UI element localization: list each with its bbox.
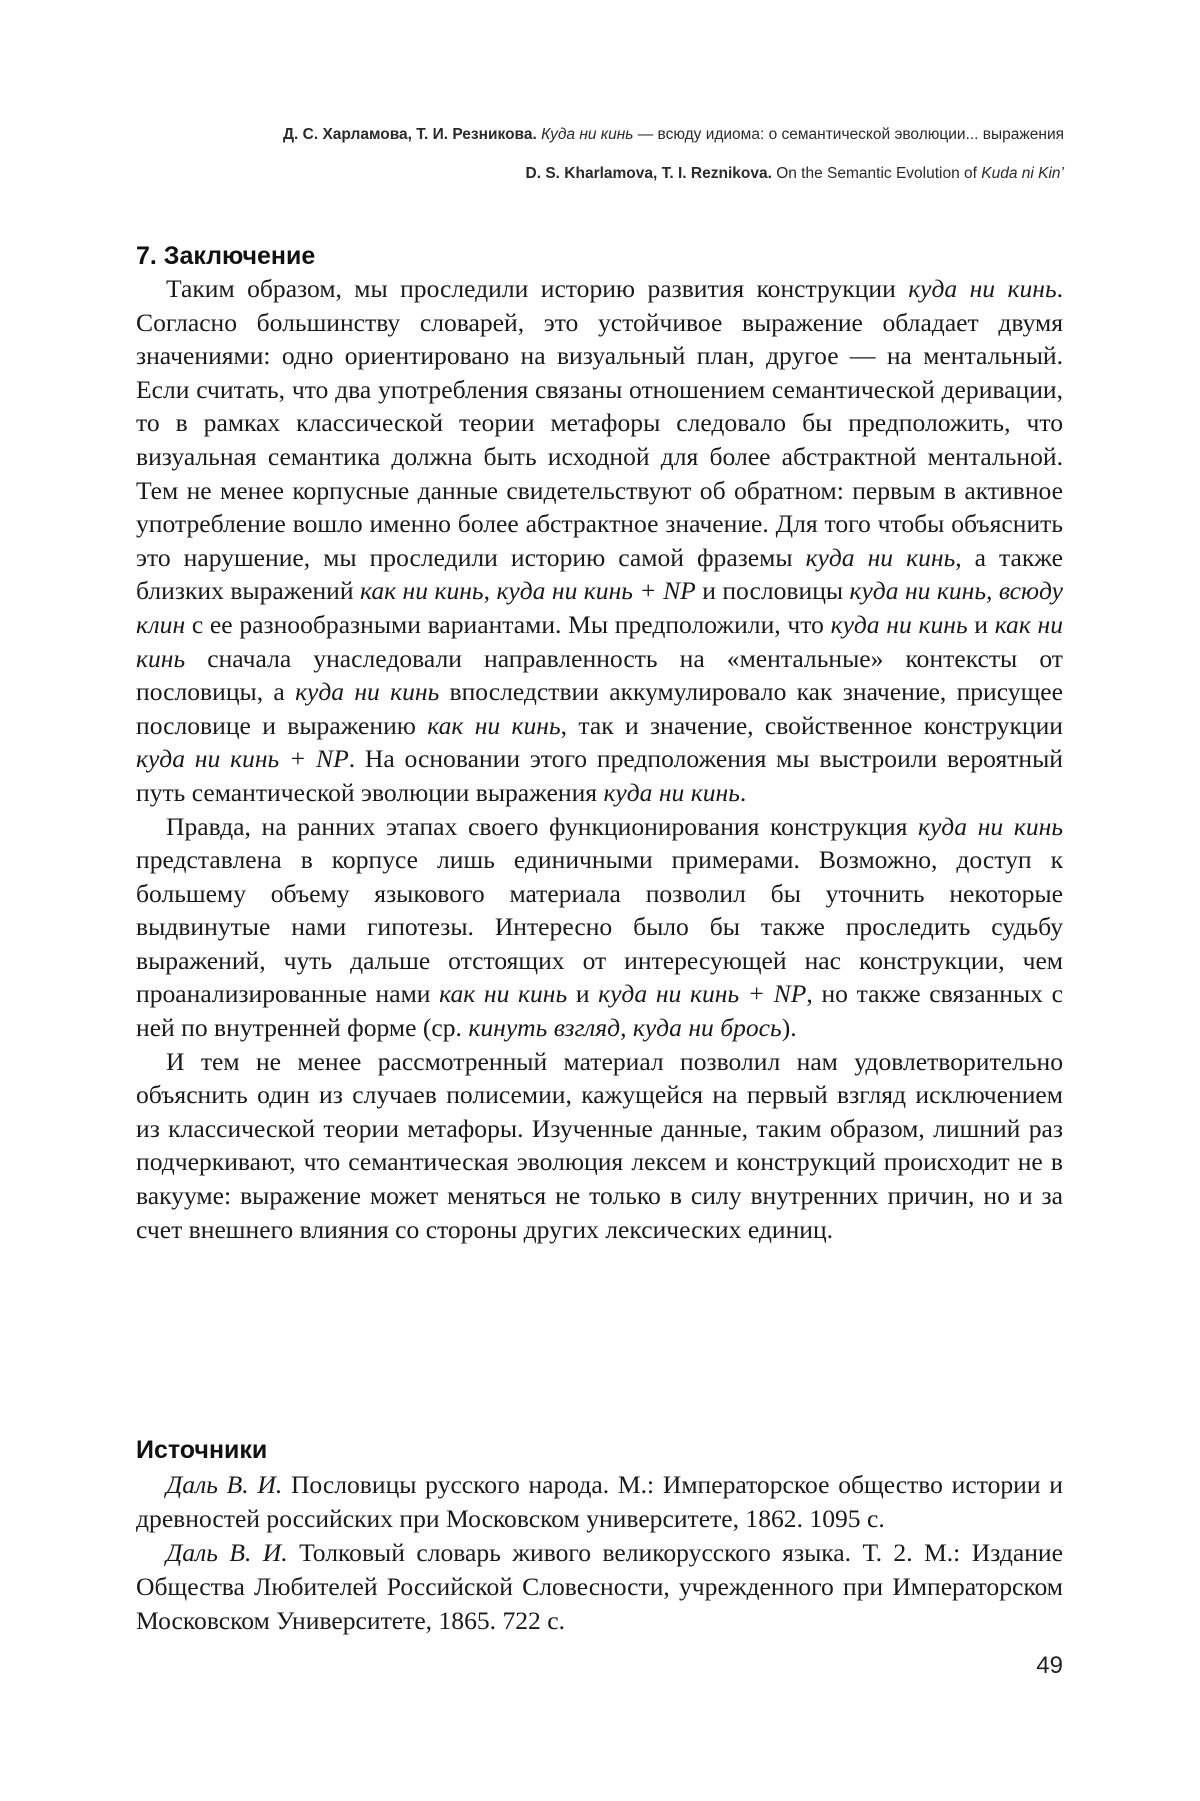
italic-run: Даль В. И. bbox=[166, 1470, 283, 1499]
text-run: и bbox=[567, 979, 599, 1009]
text-run: Правда, на ранних этапах своего функционирования конструкция bbox=[166, 811, 919, 841]
sources-list bbox=[136, 1468, 1063, 1638]
italic-run: куда ни кинь, всюду клин bbox=[136, 576, 1063, 639]
section-heading-conclusion: 7. Заключение bbox=[136, 242, 316, 270]
text-run: и bbox=[967, 609, 995, 639]
text-run: представлена в корпусе лишь единичными примерами. Возможно, доступ к большему объему языкового материала позволил бы уточнить некоторые выдвинутые нами гипотезы. Интересно было бы также проследить судьбу выражений, чуть дальше отстоящих от интересующей нас конструкции, чем проанализированные нами bbox=[136, 845, 1063, 1009]
text-run: сначала унаследовали направленность на «ментальные» контексты от пословицы, а bbox=[136, 643, 1063, 707]
italic-run: как ни кинь bbox=[360, 576, 484, 606]
text-run: . bbox=[739, 777, 747, 807]
running-head-en-authors: D. S. Kharlamova, T. I. Reznikova. bbox=[525, 165, 772, 182]
running-head-ru-authors: Д. С. Харламова, Т. И. Резникова. bbox=[283, 126, 537, 143]
running-head-en-title-italic: Kuda ni Kin’ bbox=[981, 165, 1064, 182]
page-number: 49 bbox=[1036, 1652, 1063, 1679]
text-run: Таким образом, мы проследили историю развития конструкции bbox=[166, 274, 909, 303]
text-run: , bbox=[483, 576, 497, 606]
text-run: Толковый словарь живого великорусского языка. Т. 2. М.: Издание Общества Любителей Российской Словесности, учрежденного при Императорском Московском Университете, 1865. 722 с. bbox=[136, 1538, 1063, 1635]
conclusion-body bbox=[136, 272, 1063, 1246]
italic-run: куда ни кинь bbox=[908, 274, 1057, 303]
text-run: ). bbox=[781, 1013, 797, 1043]
italic-run: куда ни кинь bbox=[603, 777, 740, 807]
italic-run: как ни кинь bbox=[439, 979, 568, 1009]
text-run: с ее разнообразными вариантами. Мы предположили, что bbox=[185, 609, 831, 639]
running-head-en bbox=[526, 165, 1064, 183]
paragraph bbox=[136, 810, 1063, 1045]
running-head-ru-title-italic: Куда ни кинь bbox=[541, 126, 634, 143]
paragraph bbox=[136, 272, 1063, 810]
italic-run: как ни кинь bbox=[136, 609, 1064, 673]
running-head-ru-title-rest: — всюду идиома: о семантической эволюции... выражения bbox=[633, 126, 1064, 143]
italic-run: как ни кинь bbox=[427, 710, 561, 740]
text-run: , но также связанных с ней по внутренней форме (ср. bbox=[136, 979, 1063, 1043]
text-run: и пословицы bbox=[695, 576, 850, 606]
italic-run: кинуть взгляд, куда ни брось bbox=[468, 1013, 782, 1043]
source-entry bbox=[136, 1536, 1063, 1638]
text-run: впоследствии аккумулировало как значение, присущее пословице и выражению bbox=[136, 677, 1063, 740]
text-run: , так и значение, свойственное конструкции bbox=[560, 710, 1063, 740]
italic-run: куда ни кинь bbox=[295, 677, 440, 707]
italic-run: куда ни кинь + NP bbox=[136, 744, 349, 774]
source-entry bbox=[136, 1468, 1063, 1536]
paragraph bbox=[136, 1045, 1063, 1247]
italic-run: куда ни кинь + NP bbox=[496, 576, 696, 606]
text-run: Пословицы русского народа. М.: Императорское общество истории и древностей российских при Московском университете, 1862. 1095 с. bbox=[136, 1470, 1063, 1533]
italic-run: куда ни кинь bbox=[830, 609, 968, 639]
section-heading-sources: Источники bbox=[136, 1436, 268, 1464]
italic-run: Даль В. И. bbox=[166, 1538, 288, 1567]
text-run: И тем не менее рассмотренный материал позволил нам удовлетворительно объяснить один из случаев полисемии, кажущейся на первый взгляд исключением из классической теории метафоры. Изученные данные, таким образом, лишний раз подчеркивают, что семантическая эволюция лексем и конструкций происходит не в вакууме: выражение может меняться не только в силу внутренних причин, но и за счет внешнего влияния со стороны других лексических единиц. bbox=[136, 1046, 1063, 1244]
text-run: , а также близких выражений bbox=[136, 542, 1064, 606]
running-head-en-title-rest: On the Semantic Evolution of bbox=[771, 165, 982, 182]
italic-run: куда ни кинь bbox=[805, 542, 956, 572]
text-run: . На основании этого предположения мы выстроили вероятный путь семантической эволюции выражения bbox=[136, 744, 1063, 807]
running-head-ru bbox=[283, 126, 1064, 144]
italic-run: куда ни кинь + NP bbox=[598, 979, 807, 1009]
italic-run: куда ни кинь bbox=[918, 811, 1063, 841]
text-run: . Согласно большинству словарей, это устойчивое выражение обладает двумя значениями: одно ориентировано на визуальный план, другое — на ментальный. Если считать, что два употребления связаны отношением семантической деривации, то в рамках классической теории метафоры следовало бы предположить, что визуальная семантика должна быть исходной для более абстрактной ментальной. Тем не менее корпусные данные свидетельствуют об обратном: первым в активное употребление вошло именно более абстрактное значение. Для того чтобы объяснить это нарушение, мы проследили историю самой фраземы bbox=[136, 274, 1063, 572]
